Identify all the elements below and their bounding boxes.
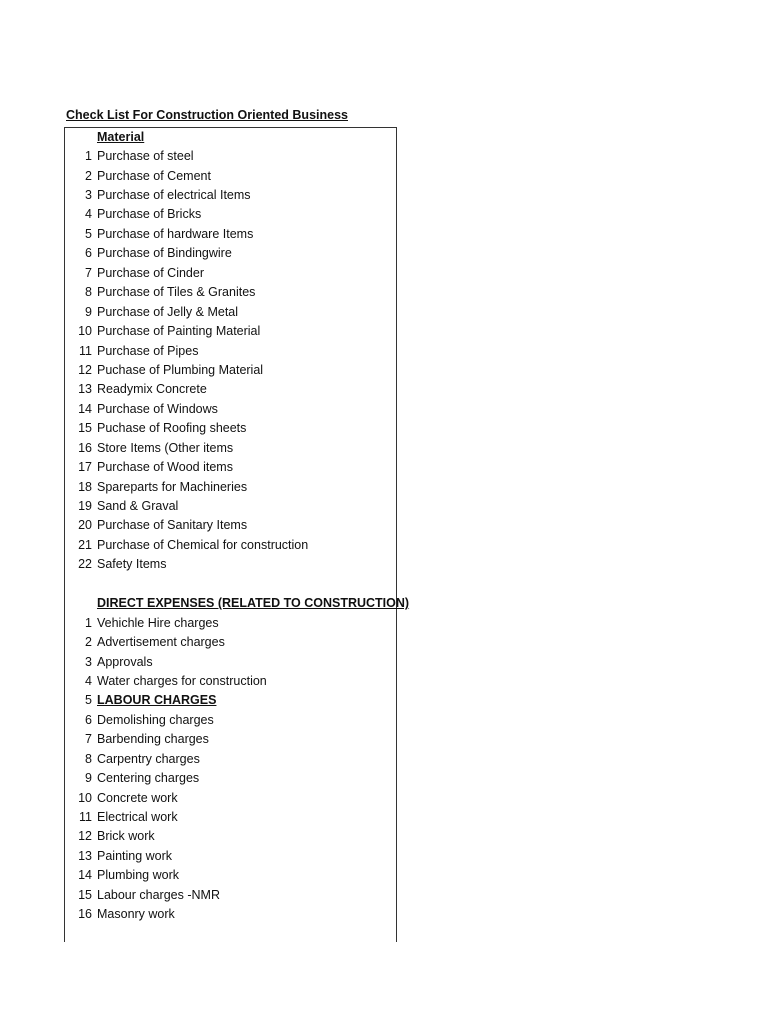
item-number: 7 <box>85 732 92 747</box>
item-label: Approvals <box>97 654 153 669</box>
item-label: Demolishing charges <box>97 712 214 727</box>
item-number: 14 <box>78 868 92 883</box>
item-label: Centering charges <box>97 771 200 786</box>
item-label: Purchase of Painting Material <box>97 324 261 339</box>
item-number: 7 <box>85 265 92 280</box>
list-item <box>64 807 397 826</box>
item-label: Purchase of steel <box>97 149 194 164</box>
item-number: 8 <box>85 751 92 766</box>
item-label: LABOUR CHARGES <box>97 693 217 708</box>
list-item <box>64 866 397 885</box>
item-number: 6 <box>85 246 92 261</box>
item-number: 12 <box>78 829 92 844</box>
item-number: 19 <box>78 499 92 514</box>
item-label: Masonry work <box>97 907 175 922</box>
direct-expenses-list <box>64 613 397 924</box>
list-item <box>64 613 397 632</box>
item-number: 5 <box>85 693 92 708</box>
list-item <box>64 496 397 515</box>
item-label: Purchase of electrical Items <box>97 188 251 203</box>
list-item <box>64 380 397 399</box>
item-label: Purchase of Chemical for construction <box>97 537 309 552</box>
list-item <box>64 749 397 768</box>
item-label: Purchase of Windows <box>97 401 218 416</box>
list-item <box>64 905 397 924</box>
item-number: 15 <box>78 887 92 902</box>
item-number: 2 <box>85 168 92 183</box>
item-label: Brick work <box>97 829 155 844</box>
item-number: 10 <box>78 790 92 805</box>
list-item <box>64 632 397 651</box>
item-label: Purchase of hardware Items <box>97 226 254 241</box>
item-number: 13 <box>78 382 92 397</box>
list-item <box>64 341 397 360</box>
list-item <box>64 671 397 690</box>
item-label: Purchase of Bricks <box>97 207 202 222</box>
item-label: Purchase of Tiles & Granites <box>97 285 256 300</box>
item-number: 12 <box>78 362 92 377</box>
item-number: 2 <box>85 635 92 650</box>
item-number: 6 <box>85 712 92 727</box>
item-label: Purchase of Wood items <box>97 460 233 475</box>
list-item <box>64 691 397 710</box>
item-number: 11 <box>79 810 92 825</box>
list-item <box>64 399 397 418</box>
direct-expenses-heading-row <box>64 594 410 613</box>
item-number: 11 <box>79 343 92 358</box>
item-label: Labour charges -NMR <box>97 887 220 902</box>
item-label: Purchase of Cinder <box>97 265 205 280</box>
item-label: Vehichle Hire charges <box>97 615 219 630</box>
list-item <box>64 283 397 302</box>
item-number: 15 <box>78 421 92 436</box>
item-label: Spareparts for Machineries <box>97 479 248 494</box>
item-label: Safety Items <box>97 557 167 572</box>
list-item <box>64 205 397 224</box>
list-item <box>64 535 397 554</box>
item-number: 21 <box>78 537 92 552</box>
item-number: 1 <box>85 149 92 164</box>
item-number: 17 <box>78 460 92 475</box>
section-spacer <box>64 574 397 593</box>
item-label: Advertisement charges <box>97 635 225 650</box>
item-number: 14 <box>78 401 92 416</box>
list-item <box>64 244 397 263</box>
item-label: Purchase of Bindingwire <box>97 246 232 261</box>
list-item <box>64 185 397 204</box>
item-label: Concrete work <box>97 790 178 805</box>
list-item <box>64 768 397 787</box>
item-label: Puchase of Plumbing Material <box>97 362 264 377</box>
item-label: Plumbing work <box>97 868 179 883</box>
item-number: 4 <box>85 207 92 222</box>
list-item <box>64 166 397 185</box>
material-list <box>64 146 397 574</box>
item-number: 4 <box>85 673 92 688</box>
item-number: 3 <box>85 188 92 203</box>
list-item <box>64 224 397 243</box>
item-number: 16 <box>78 440 92 455</box>
item-number: 3 <box>85 654 92 669</box>
item-label: Electrical work <box>97 810 178 825</box>
item-label: Purchase of Sanitary Items <box>97 518 248 533</box>
item-number: 13 <box>78 848 92 863</box>
list-item <box>64 788 397 807</box>
list-item <box>64 419 397 438</box>
material-heading-row <box>64 127 397 146</box>
list-item <box>64 360 397 379</box>
list-item <box>64 885 397 904</box>
list-item <box>64 555 397 574</box>
item-label: Purchase of Jelly & Metal <box>97 304 239 319</box>
item-number: 8 <box>85 285 92 300</box>
document-title: Check List For Construction Oriented Business <box>66 108 348 122</box>
list-item <box>64 438 397 457</box>
item-label: Carpentry charges <box>97 751 200 766</box>
list-item <box>64 263 397 282</box>
list-item <box>64 477 397 496</box>
item-label: Purchase of Cement <box>97 168 211 183</box>
list-item <box>64 710 397 729</box>
list-item <box>64 321 397 340</box>
item-number: 9 <box>85 771 92 786</box>
item-label: Purchase of Pipes <box>97 343 199 358</box>
item-number: 22 <box>78 557 92 572</box>
material-heading: Material <box>97 129 145 144</box>
list-item <box>64 302 397 321</box>
item-number: 20 <box>78 518 92 533</box>
item-number: 10 <box>78 324 92 339</box>
item-number: 18 <box>78 479 92 494</box>
item-label: Puchase of Roofing sheets <box>97 421 247 436</box>
item-number: 5 <box>85 226 92 241</box>
list-item <box>64 846 397 865</box>
item-number: 9 <box>85 304 92 319</box>
item-number: 16 <box>78 907 92 922</box>
checklist-rows <box>64 127 410 924</box>
item-label: Painting work <box>97 848 173 863</box>
list-item <box>64 730 397 749</box>
item-label: Water charges for construction <box>97 673 267 688</box>
list-item <box>64 652 397 671</box>
item-number: 1 <box>85 615 92 630</box>
item-label: Sand & Graval <box>97 499 179 514</box>
list-item <box>64 827 397 846</box>
item-label: Readymix Concrete <box>97 382 207 397</box>
item-label: Store Items (Other items <box>97 440 234 455</box>
item-label: Barbending charges <box>97 732 209 747</box>
list-item <box>64 516 397 535</box>
list-item <box>64 146 397 165</box>
list-item <box>64 457 397 476</box>
direct-expenses-heading: DIRECT EXPENSES (RELATED TO CONSTRUCTION) <box>97 596 410 611</box>
